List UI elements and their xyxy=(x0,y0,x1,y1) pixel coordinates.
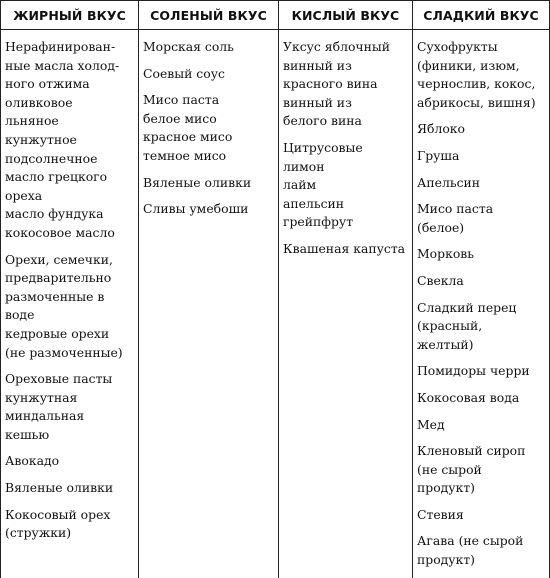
list-item: Мисо паста (белое) xyxy=(417,201,494,235)
column-sweet xyxy=(413,30,550,578)
list-item: Квашеная капуста xyxy=(283,240,406,256)
list-item: Орехи, семечки, предварительно размоченные в воде кедровые орехи (не размоченные) xyxy=(5,251,123,360)
list-item: Ореховые пасты кунжутная миндальная кешью xyxy=(5,371,113,442)
header-salty: СОЛЕНЫЙ ВКУС xyxy=(139,1,279,30)
header-sour: КИСЛЫЙ ВКУС xyxy=(279,1,413,30)
list-item: Соевый соус xyxy=(143,65,225,81)
body-row xyxy=(1,30,550,578)
list-item: Нерафинирован- ные масла холод- ного отжима оливковое льняное кунжутное подсолнечное масло грецкого ореха масло фундука кокосовое масло xyxy=(5,39,120,240)
list-item: Кокосовая вода xyxy=(417,389,520,405)
list-item: Кленовый сироп (не сырой продукт) xyxy=(417,443,526,496)
list-item: Мисо паста белое мисо красное мисо темное мисо xyxy=(143,92,233,163)
list-item: Уксус яблочный винный из красного вина винный из белого вина xyxy=(283,39,390,129)
header-row xyxy=(1,1,550,30)
list-item: Агава (не сырой продукт) xyxy=(417,533,524,568)
list-item: Свекла xyxy=(417,272,464,288)
list-item: Цитрусовые лимон лайм апельсин грейпфрут xyxy=(283,139,363,230)
list-item: Мед xyxy=(417,416,445,432)
list-item: Кокосовый орех (стружки) xyxy=(5,506,111,541)
list-item: Сладкий перец (красный, желтый) xyxy=(417,299,517,352)
list-item: Сливы умебоши xyxy=(143,201,249,217)
list-item: Вяленые оливки xyxy=(5,480,114,496)
header-sweet: СЛАДКИЙ ВКУС xyxy=(413,1,550,30)
list-item: Морковь xyxy=(417,246,475,262)
column-salty xyxy=(139,30,279,578)
list-item: Вяленые оливки xyxy=(143,174,252,190)
header-fatty: ЖИРНЫЙ ВКУС xyxy=(1,1,139,30)
list-item: Груша xyxy=(417,147,460,163)
list-item: Морская соль xyxy=(143,39,234,54)
column-sour xyxy=(279,30,413,578)
list-item: Стевия xyxy=(417,506,464,522)
column-fatty xyxy=(1,30,139,578)
list-item: Авокадо xyxy=(5,453,60,469)
list-item: Апельсин xyxy=(417,174,481,190)
list-item: Яблоко xyxy=(417,121,466,137)
list-item: Помидоры черри xyxy=(417,363,530,379)
list-item: Сухофрукты (финики, изюм, чернослив, кокос, абрикосы, вишня) xyxy=(417,39,536,110)
